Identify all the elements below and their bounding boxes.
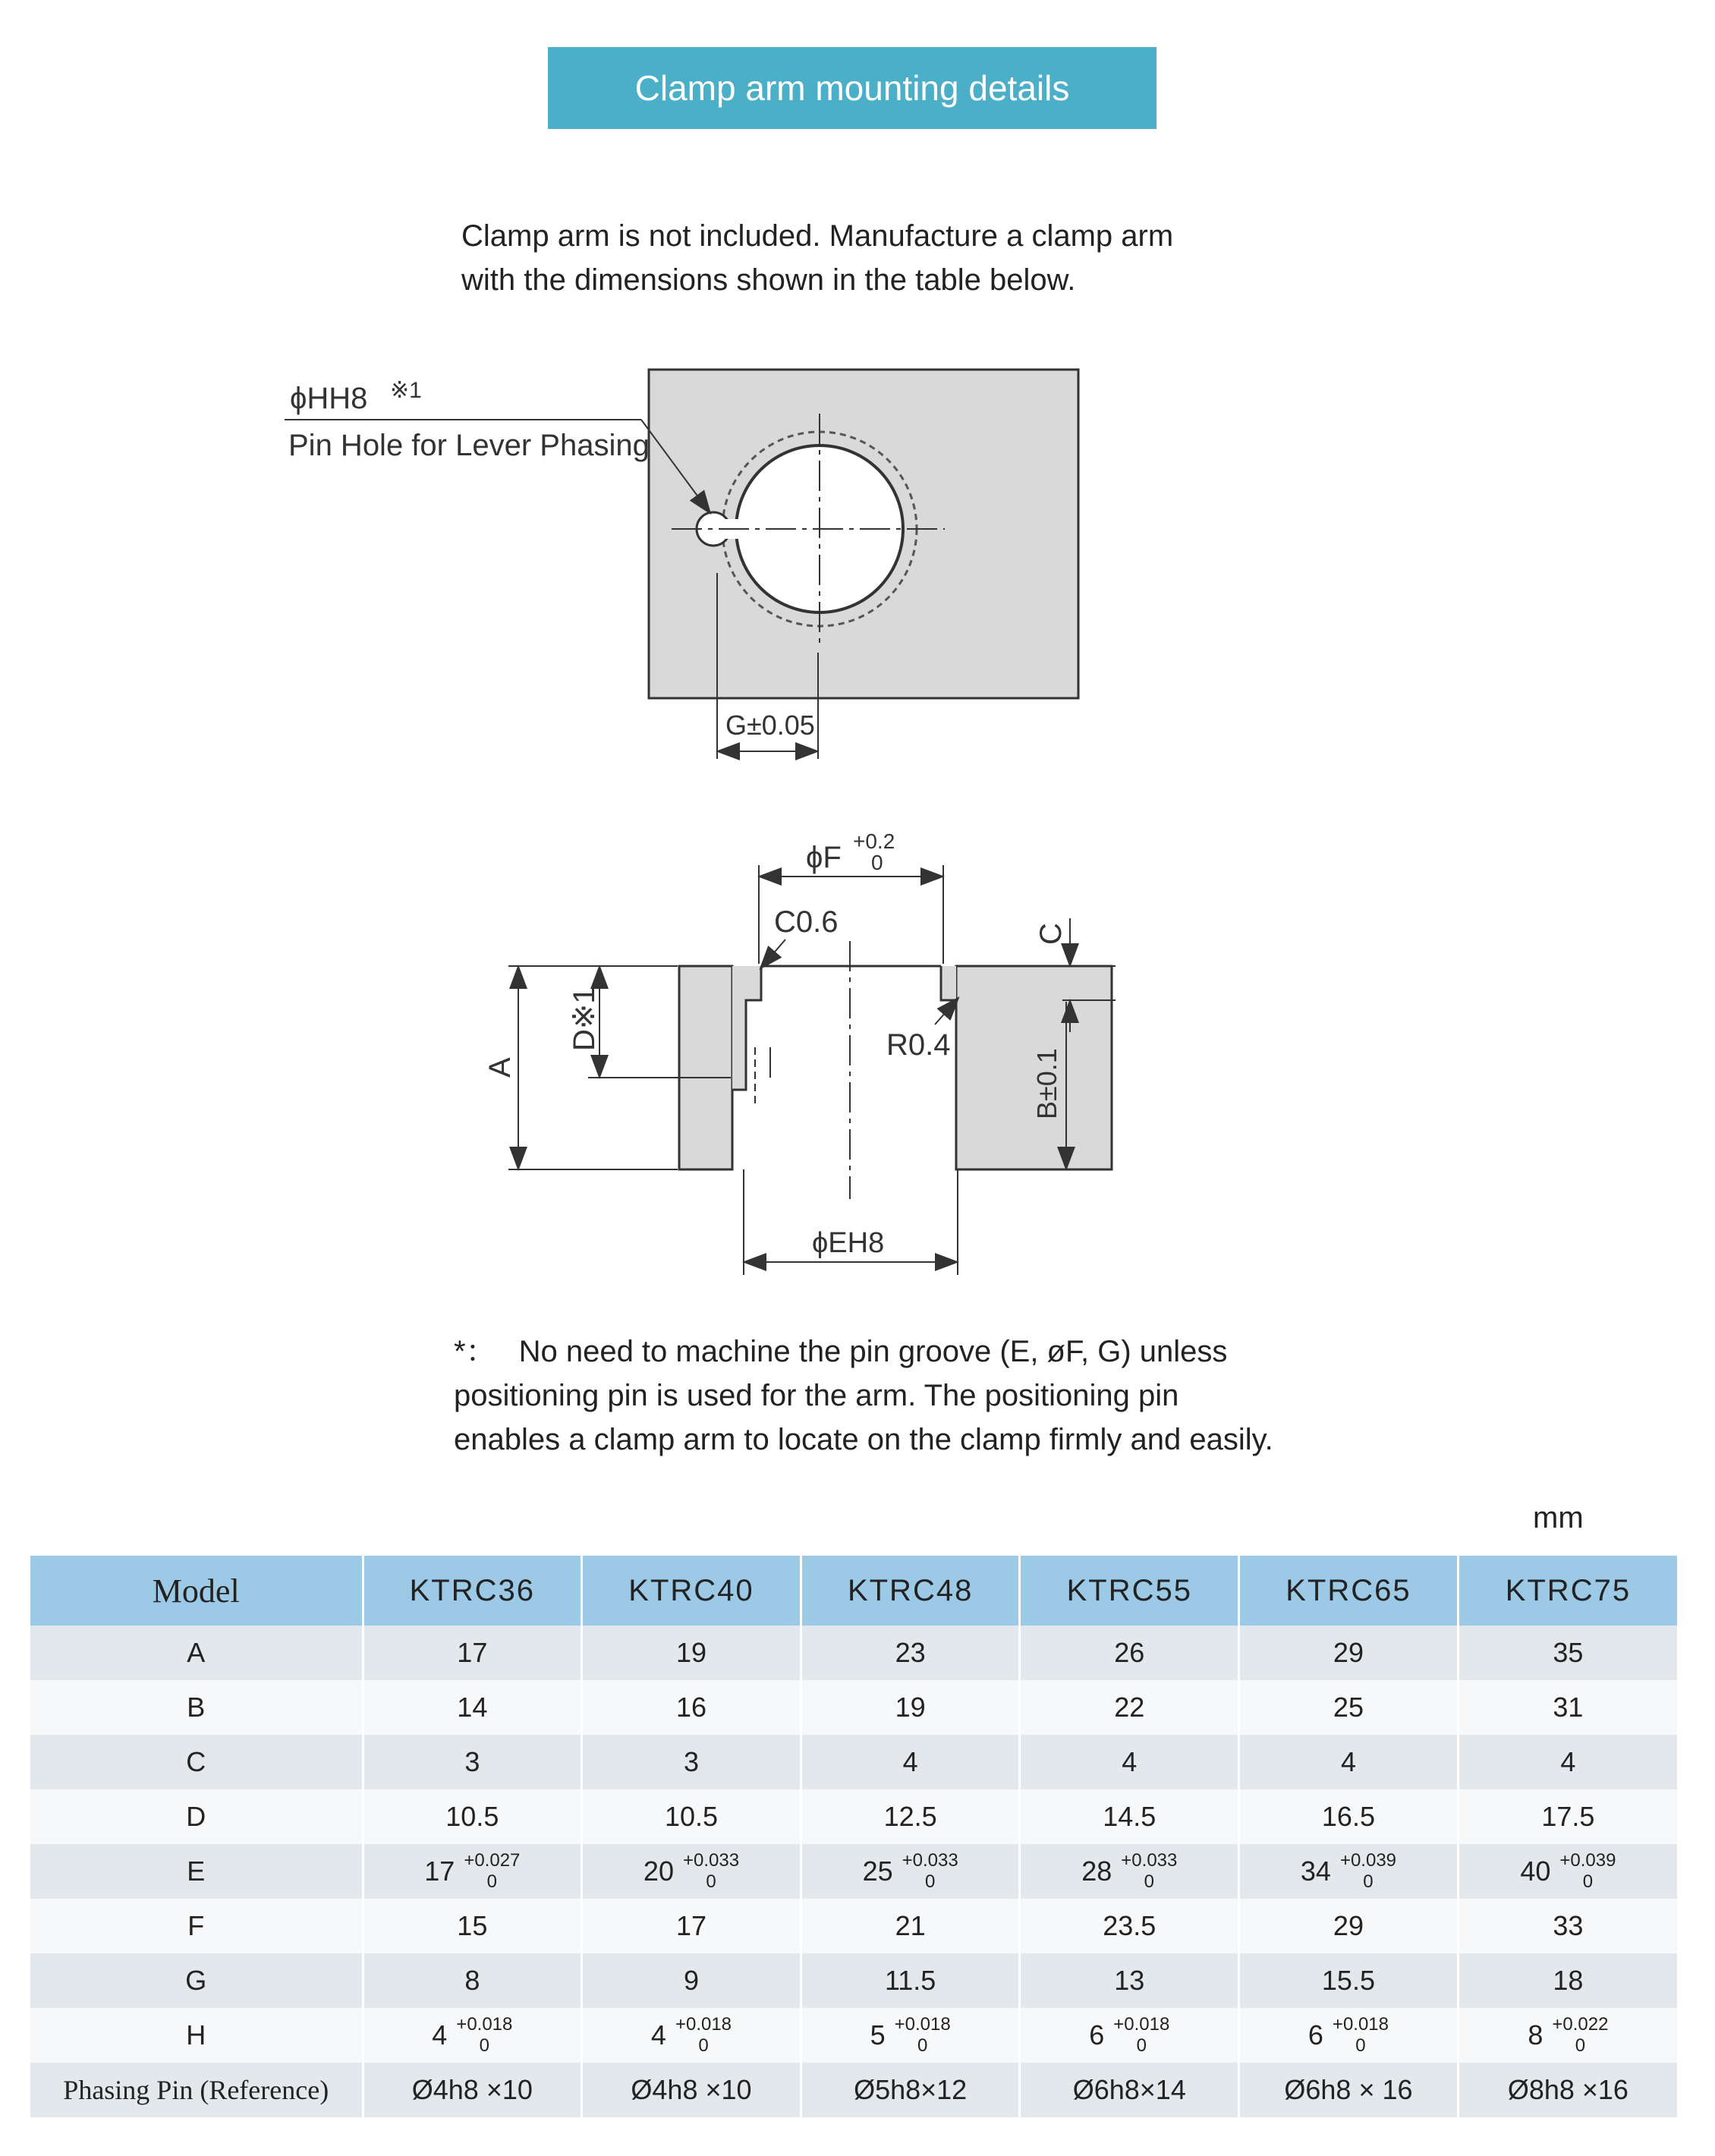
tolerance-lower: 0 bbox=[1582, 1871, 1594, 1892]
nominal-value: 6 bbox=[1307, 2019, 1323, 2051]
nominal-value: 25 bbox=[862, 1855, 893, 1887]
tolerance-lower: 0 bbox=[1575, 2035, 1586, 2056]
table-cell: 22 bbox=[1020, 1680, 1239, 1735]
toleranced-value bbox=[1081, 1850, 1177, 1893]
toleranced-value bbox=[651, 2014, 732, 2057]
table-row bbox=[30, 1953, 1677, 2008]
tolerance-upper: +0.039 bbox=[1339, 1850, 1397, 1871]
footnote bbox=[454, 1330, 1440, 1462]
row-label: C bbox=[30, 1735, 363, 1789]
table-row bbox=[30, 2063, 1677, 2117]
model-column-header: KTRC65 bbox=[1239, 1556, 1459, 1626]
table-cell: 17 bbox=[363, 1626, 582, 1680]
model-column-header: KTRC55 bbox=[1020, 1556, 1239, 1626]
toleranced-value bbox=[1301, 1850, 1396, 1893]
row-label: D bbox=[30, 1789, 363, 1844]
hole-label: ϕHH8 bbox=[290, 382, 368, 415]
intro-line-2: with the dimensions shown in the table below. bbox=[461, 263, 1076, 297]
row-label: Phasing Pin (Reference) bbox=[30, 2063, 363, 2117]
nominal-value: 28 bbox=[1081, 1855, 1112, 1887]
table-cell: 10.5 bbox=[363, 1789, 582, 1844]
nominal-value: 20 bbox=[643, 1855, 674, 1887]
table-cell: 18 bbox=[1458, 1953, 1677, 2008]
toleranced-value bbox=[1308, 2014, 1389, 2057]
table-cell: 23 bbox=[801, 1626, 1020, 1680]
nominal-value: 4 bbox=[432, 2019, 448, 2051]
table-cell: 11.5 bbox=[801, 1953, 1020, 2008]
table-cell: Ø4h8 ×10 bbox=[582, 2063, 801, 2117]
table-cell: 16.5 bbox=[1239, 1789, 1459, 1844]
table-cell: 14 bbox=[363, 1680, 582, 1735]
table-cell bbox=[801, 1844, 1020, 1899]
table-cell bbox=[1020, 2008, 1239, 2063]
table-cell: 17 bbox=[582, 1899, 801, 1953]
footnote-line-1: No need to machine the pin groove (E, øF, G) unless bbox=[518, 1335, 1228, 1368]
hole-caption: Pin Hole for Lever Phasing bbox=[288, 429, 650, 462]
table-cell: 3 bbox=[363, 1735, 582, 1789]
table-row bbox=[30, 1844, 1677, 1899]
tolerance-lower: 0 bbox=[479, 2035, 490, 2056]
toleranced-value bbox=[432, 2014, 512, 2057]
table-cell bbox=[363, 1844, 582, 1899]
radius-label: R0.4 bbox=[886, 1028, 951, 1062]
table-cell: 4 bbox=[1458, 1735, 1677, 1789]
table-row bbox=[30, 1680, 1677, 1735]
tolerance-upper: +0.018 bbox=[675, 2014, 732, 2035]
table-cell: 15 bbox=[363, 1899, 582, 1953]
nominal-value: 8 bbox=[1528, 2019, 1544, 2051]
table-cell: Ø6h8×14 bbox=[1020, 2063, 1239, 2117]
tolerance-upper: +0.027 bbox=[464, 1850, 521, 1871]
table-cell bbox=[1458, 2008, 1677, 2063]
row-label: G bbox=[30, 1953, 363, 2008]
model-column-header: KTRC36 bbox=[363, 1556, 582, 1626]
page-title: Clamp arm mounting details bbox=[548, 47, 1156, 129]
section-view-diagram bbox=[0, 804, 1715, 1290]
table-cell: 23.5 bbox=[1020, 1899, 1239, 1953]
row-label: H bbox=[30, 2008, 363, 2063]
tolerance-upper: +0.022 bbox=[1552, 2014, 1609, 2035]
table-cell: 14.5 bbox=[1020, 1789, 1239, 1844]
nominal-value: 40 bbox=[1520, 1855, 1551, 1887]
tolerance-upper: +0.018 bbox=[1332, 2014, 1389, 2035]
b-label: B±0.1 bbox=[1031, 1048, 1062, 1119]
toleranced-value bbox=[424, 1850, 520, 1893]
table-cell bbox=[1239, 1844, 1459, 1899]
model-column-header: KTRC40 bbox=[582, 1556, 801, 1626]
table-row bbox=[30, 2008, 1677, 2063]
tolerance-lower: 0 bbox=[924, 1871, 936, 1892]
table-cell: 25 bbox=[1239, 1680, 1459, 1735]
nominal-value: 6 bbox=[1089, 2019, 1105, 2051]
tolerance-upper: +0.033 bbox=[682, 1850, 740, 1871]
table-cell: 13 bbox=[1020, 1953, 1239, 2008]
table-cell bbox=[363, 2008, 582, 2063]
f-label: ϕF bbox=[806, 841, 842, 874]
table-cell bbox=[1020, 1844, 1239, 1899]
footnote-line-3: enables a clamp arm to locate on the clamp firmly and easily. bbox=[454, 1423, 1273, 1456]
table-cell: 4 bbox=[801, 1735, 1020, 1789]
tolerance-upper: +0.018 bbox=[456, 2014, 513, 2035]
table-cell: 4 bbox=[1239, 1735, 1459, 1789]
nominal-value: 5 bbox=[870, 2019, 886, 2051]
table-cell: 17.5 bbox=[1458, 1789, 1677, 1844]
hole-note: ※1 bbox=[390, 378, 422, 403]
table-cell: 21 bbox=[801, 1899, 1020, 1953]
table-cell: Ø5h8×12 bbox=[801, 2063, 1020, 2117]
toleranced-value bbox=[1528, 2014, 1608, 2057]
table-cell: Ø8h8 ×16 bbox=[1458, 2063, 1677, 2117]
table-cell: 29 bbox=[1239, 1899, 1459, 1953]
nominal-value: 17 bbox=[424, 1855, 455, 1887]
f-dimension bbox=[759, 829, 943, 964]
tolerance-lower: 0 bbox=[486, 1871, 498, 1892]
table-cell: 16 bbox=[582, 1680, 801, 1735]
table-cell bbox=[582, 2008, 801, 2063]
footnote-line-2: positioning pin is used for the arm. The positioning pin bbox=[454, 1379, 1179, 1412]
tolerance-upper: +0.039 bbox=[1559, 1850, 1616, 1871]
dimension-table bbox=[30, 1556, 1677, 2117]
row-label: B bbox=[30, 1680, 363, 1735]
table-cell: 33 bbox=[1458, 1899, 1677, 1953]
table-cell: 3 bbox=[582, 1735, 801, 1789]
table-cell: 35 bbox=[1458, 1626, 1677, 1680]
f-tol-lower: 0 bbox=[871, 851, 883, 874]
hole-callout bbox=[285, 378, 710, 512]
table-cell: 19 bbox=[582, 1626, 801, 1680]
row-label: E bbox=[30, 1844, 363, 1899]
table-cell: 26 bbox=[1020, 1626, 1239, 1680]
tolerance-upper: +0.033 bbox=[1121, 1850, 1178, 1871]
nominal-value: 34 bbox=[1300, 1855, 1331, 1887]
table-cell: 15.5 bbox=[1239, 1953, 1459, 2008]
table-cell: 9 bbox=[582, 1953, 801, 2008]
row-label: A bbox=[30, 1626, 363, 1680]
table-row bbox=[30, 1899, 1677, 1953]
table-cell: 8 bbox=[363, 1953, 582, 2008]
tolerance-lower: 0 bbox=[917, 2035, 928, 2056]
table-cell bbox=[1458, 1844, 1677, 1899]
d-label: D※1 bbox=[568, 987, 601, 1051]
plate-top-view bbox=[649, 370, 1078, 698]
toleranced-value bbox=[644, 1850, 739, 1893]
tolerance-lower: 0 bbox=[1144, 1871, 1154, 1892]
table-header-row bbox=[30, 1556, 1677, 1626]
tolerance-lower: 0 bbox=[1355, 2035, 1366, 2056]
table-cell: Ø6h8 × 16 bbox=[1239, 2063, 1459, 2117]
table-row bbox=[30, 1789, 1677, 1844]
toleranced-value bbox=[863, 1850, 958, 1893]
table-cell: 4 bbox=[1020, 1735, 1239, 1789]
table-cell bbox=[801, 2008, 1020, 2063]
g-label: G±0.05 bbox=[725, 710, 815, 741]
tolerance-upper: +0.033 bbox=[902, 1850, 958, 1871]
row-label: F bbox=[30, 1899, 363, 1953]
e-label: ϕEH8 bbox=[812, 1227, 885, 1259]
tolerance-lower: 0 bbox=[706, 1871, 716, 1892]
toleranced-value bbox=[870, 2014, 951, 2057]
footnote-mark: *： bbox=[454, 1335, 496, 1368]
unit-label: mm bbox=[1533, 1501, 1584, 1534]
table-row bbox=[30, 1735, 1677, 1789]
chamfer-label: C0.6 bbox=[774, 905, 839, 939]
table-cell: 19 bbox=[801, 1680, 1020, 1735]
intro-line-1: Clamp arm is not included. Manufacture a clamp arm bbox=[461, 219, 1174, 253]
tolerance-lower: 0 bbox=[1136, 2035, 1147, 2056]
model-column-header: KTRC48 bbox=[801, 1556, 1020, 1626]
tolerance-upper: +0.018 bbox=[1113, 2014, 1170, 2035]
tolerance-lower: 0 bbox=[698, 2035, 709, 2056]
toleranced-value bbox=[1520, 1850, 1616, 1893]
model-column-header: KTRC75 bbox=[1458, 1556, 1677, 1626]
table-cell: 12.5 bbox=[801, 1789, 1020, 1844]
chamfer-callout bbox=[761, 905, 839, 968]
table-cell: 10.5 bbox=[582, 1789, 801, 1844]
top-view-diagram bbox=[0, 0, 1715, 797]
table-row bbox=[30, 1626, 1677, 1680]
f-tol-upper: +0.2 bbox=[853, 829, 895, 853]
nominal-value: 4 bbox=[650, 2019, 666, 2051]
table-cell: Ø4h8 ×10 bbox=[363, 2063, 582, 2117]
tolerance-lower: 0 bbox=[1363, 1871, 1374, 1892]
table-cell: 29 bbox=[1239, 1626, 1459, 1680]
table-cell: 31 bbox=[1458, 1680, 1677, 1735]
model-header: Model bbox=[30, 1556, 363, 1626]
c-label: C bbox=[1034, 923, 1068, 945]
a-label: A bbox=[483, 1057, 517, 1078]
table-cell bbox=[582, 1844, 801, 1899]
toleranced-value bbox=[1089, 2014, 1169, 2057]
table-cell bbox=[1239, 2008, 1459, 2063]
tolerance-upper: +0.018 bbox=[894, 2014, 951, 2035]
radius-callout bbox=[886, 999, 958, 1062]
